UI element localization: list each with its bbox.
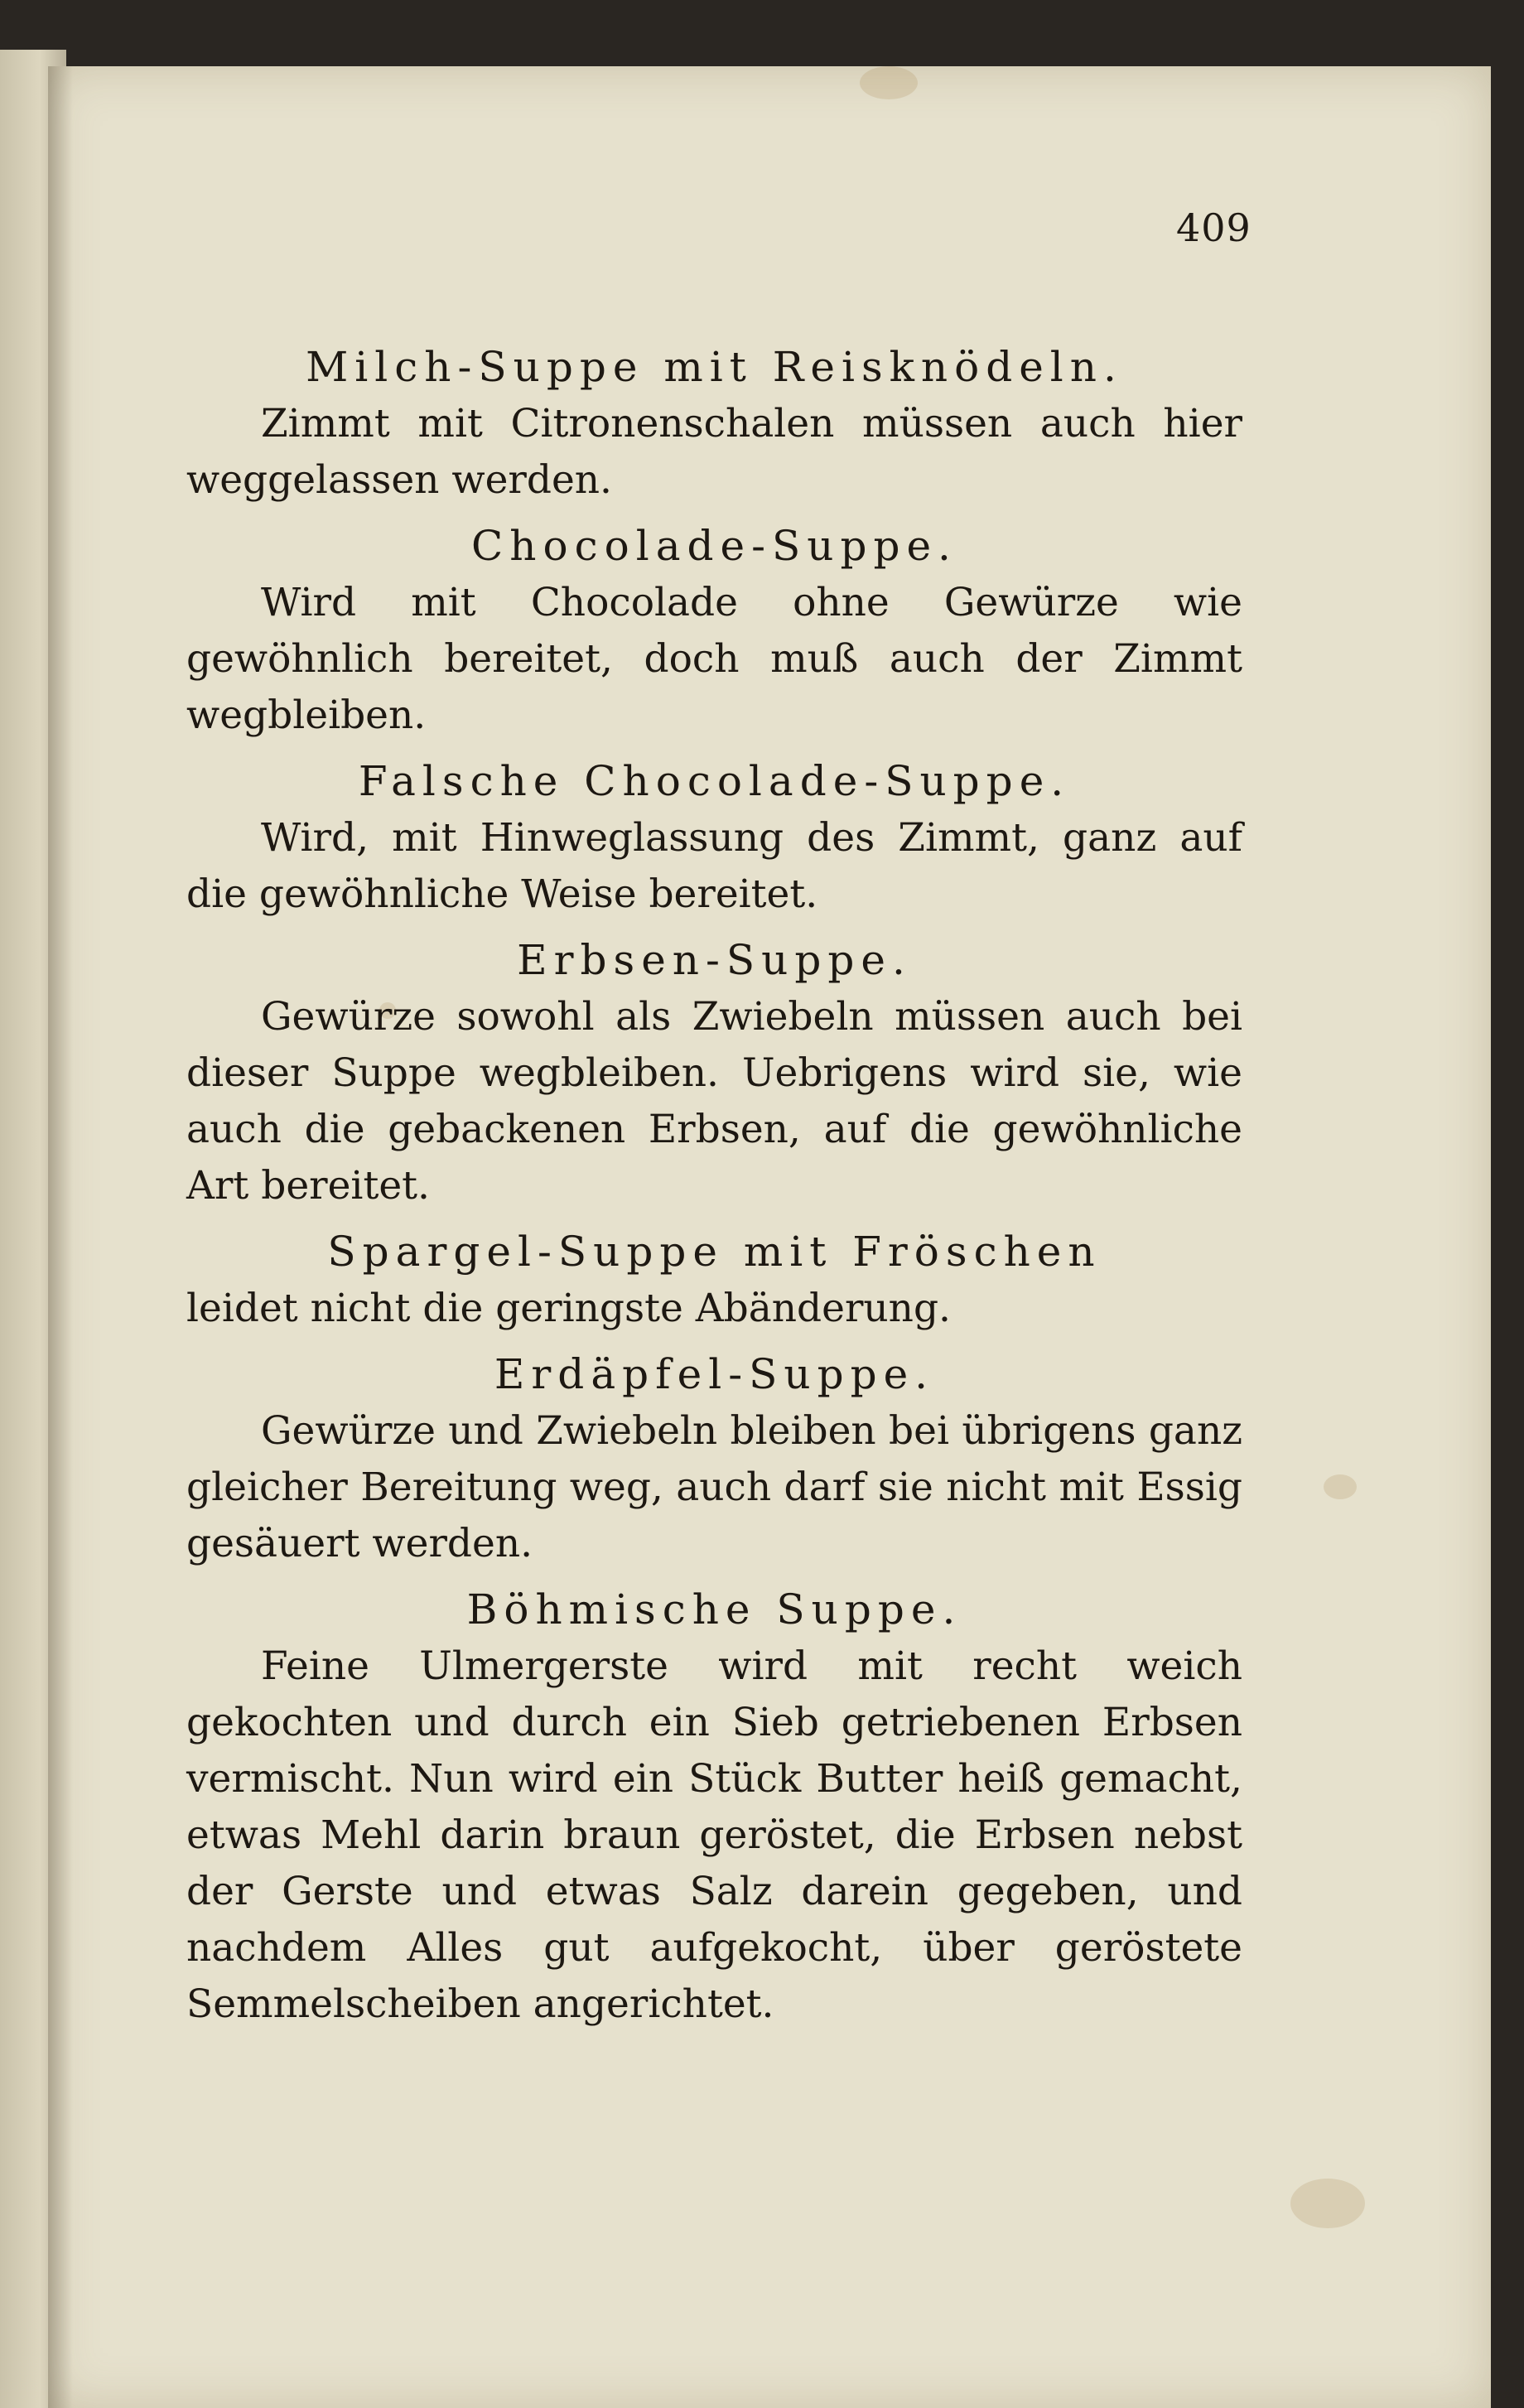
section-text: Feine Ulmergerste wird mit recht weich gekochten und durch ein Sieb getriebenen Erbsen vermischt. Nun wird ein Stück Butter heiß gemacht, etwas Mehl darin braun geröstet, die Erbsen nebst der Gerste und etwas Salz darein gegeben, und nachdem Alles gut aufgekocht, über geröstete Semmelscheiben angerichtet.	[186, 1643, 1242, 2027]
section-heading: Spargel-Suppe mit Fröschen	[327, 1228, 1102, 1276]
section-text: Wird mit Chocolade ohne Gewürze wie gewöhnlich bereitet, doch muß auch der Zimmt wegbleiben.	[186, 580, 1242, 738]
section-heading: Erbsen-Suppe.	[517, 936, 912, 984]
paper-stain	[860, 66, 918, 99]
section-text: Gewürze und Zwiebeln bleiben bei übrigens ganz gleicher Bereitung weg, auch darf sie nicht mit Essig gesäuert werden.	[186, 1408, 1242, 1566]
section-text: Wird, mit Hinweglassung des Zimmt, ganz auf die gewöhnliche Weise bereitet.	[186, 815, 1242, 917]
section-text: Gewürze sowohl als Zwiebeln müssen auch bei dieser Suppe wegbleiben. Uebrigens wird sie, wie auch die gebackenen Erbsen, auf die gewöhnliche Art bereitet.	[186, 994, 1242, 1209]
section-heading: Falsche Chocolade-Suppe.	[358, 757, 1071, 805]
section-heading: Chocolade-Suppe.	[471, 522, 957, 570]
paper-stain	[1324, 1474, 1357, 1499]
section-text: Zimmt mit Citronenschalen müssen auch hier weggelassen werden.	[186, 401, 1242, 503]
section-heading: Böhmische Suppe.	[466, 1585, 962, 1633]
page-body	[186, 338, 1242, 2033]
paper-stain	[1290, 2179, 1365, 2228]
page-number: 409	[1176, 205, 1252, 250]
section-text: leidet nicht die geringste Abänderung.	[186, 1286, 951, 1331]
section-heading: Erdäpfel-Suppe.	[494, 1350, 935, 1398]
section-heading: Milch-Suppe mit Reisknödeln.	[306, 343, 1123, 391]
